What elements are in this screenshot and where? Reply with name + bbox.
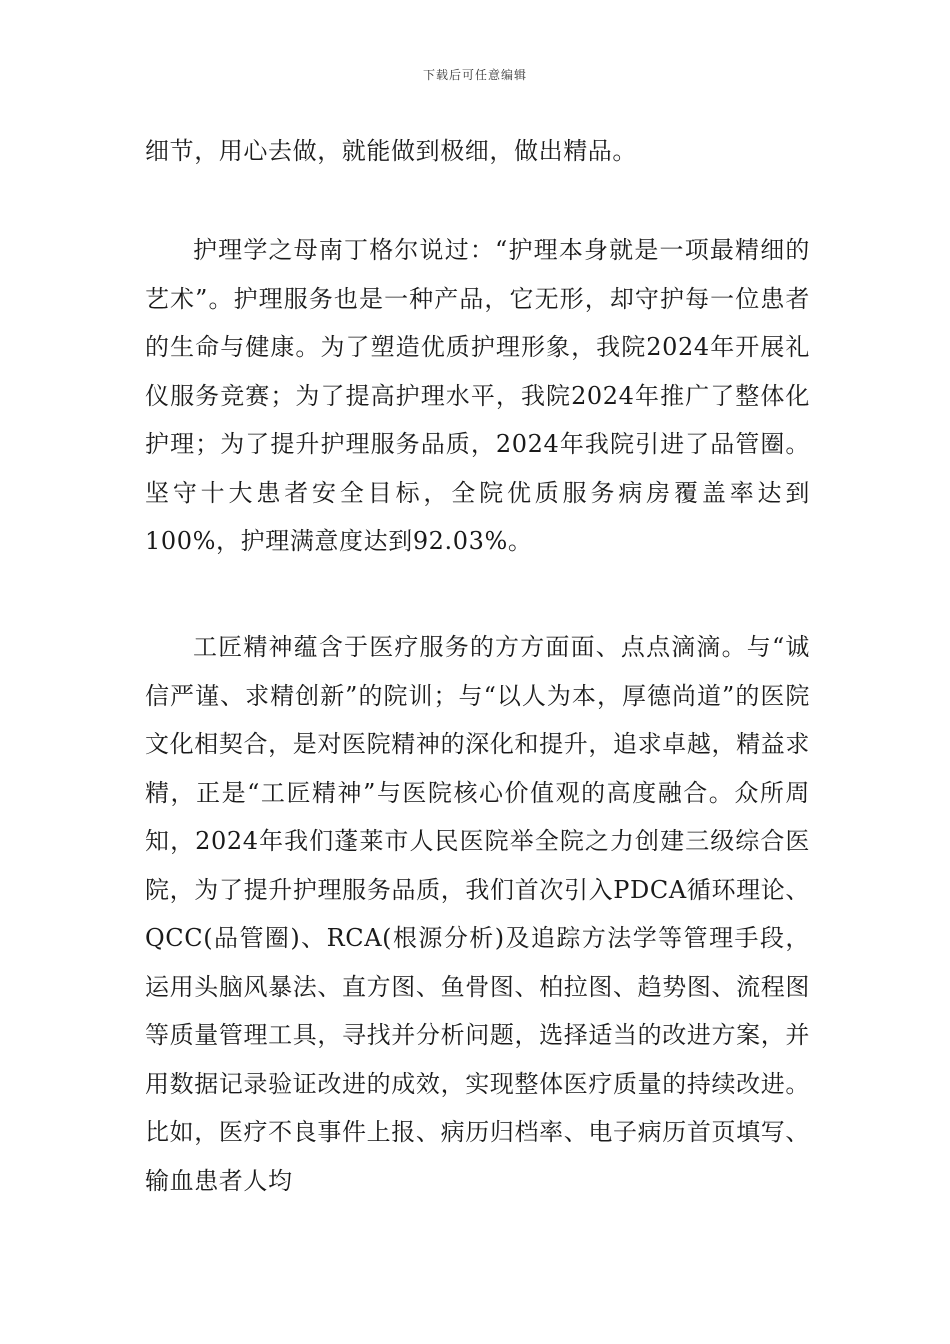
download-editable-note: 下载后可任意编辑 bbox=[422, 68, 527, 82]
paragraph-continuation: 细节，用心去做，就能做到极细，做出精品。 bbox=[145, 137, 637, 165]
paragraph-craftsman-spirit: 工匠精神蕴含于医疗服务的方方面面、点点滴滴。与“诚信严谨、求精创新”的院训；与“以人为本，厚德尚道”的医院文化相契合，是对医院精神的深化和提升，追求卓越，精益求精，正是“工匠精神”与医院核心价值观的高度融合。众所周知，2024年我们蓬莱市人民医院举全院之力创建三级综合医院，为了提升护理服务品质，我们首次引入PDCA循环理论、QCC(品管圈)、RCA(根源分析)及追踪方法学等管理手段，运用头脑风暴法、直方图、鱼骨图、柏拉图、趋势图、流程图等质量管理工具，寻找并分析问题，选择适当的改进方案，并用数据记录验证改进的成效，实现整体医疗质量的持续改进。比如，医疗不良事件上报、病历归档率、电子病历首页填写、输血患者人均 bbox=[145, 633, 810, 1195]
paragraph-nightingale-nursing: 护理学之母南丁格尔说过：“护理本身就是一项最精细的艺术”。护理服务也是一种产品，它无形，却守护每一位患者的生命与健康。为了塑造优质护理形象，我院2024年开展礼仪服务竞赛；为了提高护理水平，我院2024年推广了整体化护理；为了提升护理服务品质，2024年我院引进了品管圈。坚守十大患者安全目标，全院优质服务病房覆盖率达到100%，护理满意度达到92.03%。 bbox=[145, 236, 810, 555]
